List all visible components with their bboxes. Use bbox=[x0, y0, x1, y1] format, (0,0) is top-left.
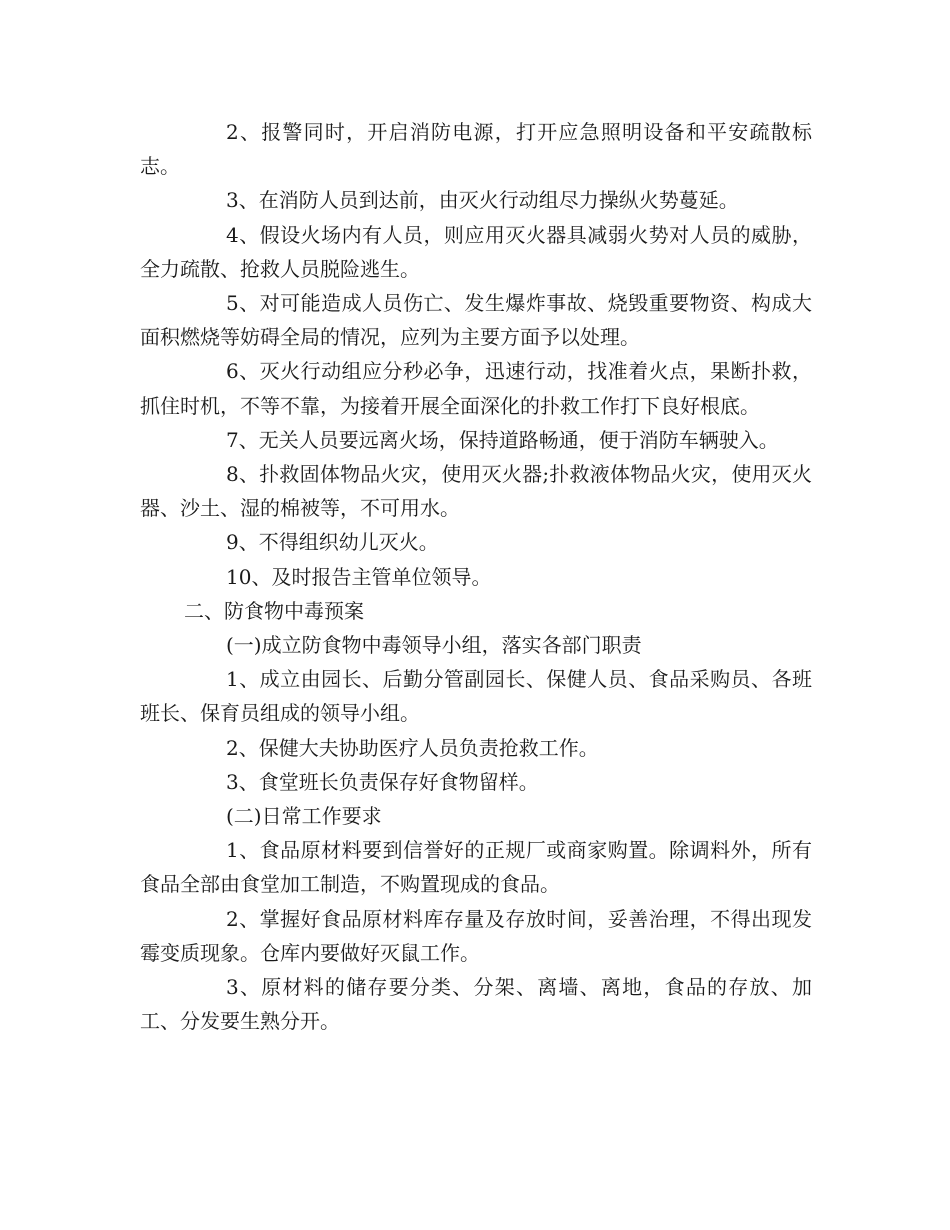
subsection-heading-daily-requirements: (二)日常工作要求 bbox=[226, 804, 382, 829]
paragraph-food-item-1: 1、成立由园长、后勤分管副园长、保健人员、食品采购员、各班班长、保育员组成的领导小组。 bbox=[140, 667, 812, 726]
paragraph-food-item-3: 3、食堂班长负责保存好食物留样。 bbox=[226, 769, 539, 794]
paragraph-food-item-2: 2、保健大夫协助医疗人员负责抢救工作。 bbox=[226, 735, 599, 760]
paragraph-fire-item-8: 8、扑救固体物品火灾，使用灭火器;扑救液体物品火灾，使用灭火器、沙土、湿的棉被等，不可用水。 bbox=[140, 462, 812, 521]
paragraph-fire-item-2: 2、报警同时，开启消防电源，打开应急照明设备和平安疏散标志。 bbox=[140, 120, 812, 179]
paragraph-fire-item-9: 9、不得组织幼儿灭火。 bbox=[226, 530, 439, 555]
document-body bbox=[140, 115, 812, 1038]
paragraph-daily-item-1: 1、食品原材料要到信誉好的正规厂或商家购置。除调料外，所有食品全部由食堂加工制造，不购置现成的食品。 bbox=[140, 838, 812, 897]
paragraph-fire-item-6: 6、灭火行动组应分秒必争，迅速行动，找准着火点，果断扑救，抓住时机，不等不靠，为接着开展全面深化的扑救工作打下良好根底。 bbox=[140, 359, 812, 418]
subsection-heading-leadership-group: (一)成立防食物中毒领导小组，落实各部门职责 bbox=[226, 633, 642, 658]
paragraph-fire-item-3: 3、在消防人员到达前，由灭火行动组尽力操纵火势蔓延。 bbox=[226, 188, 739, 213]
paragraph-fire-item-5: 5、对可能造成人员伤亡、发生爆炸事故、烧毁重要物资、构成大面积燃烧等妨碍全局的情况，应列为主要方面予以处理。 bbox=[140, 291, 812, 350]
paragraph-daily-item-3: 3、原材料的储存要分类、分架、离墙、离地，食品的存放、加工、分发要生熟分开。 bbox=[140, 975, 812, 1034]
section-heading-food-poisoning: 二、防食物中毒预案 bbox=[184, 598, 364, 623]
paragraph-daily-item-2: 2、掌握好食品原材料库存量及存放时间，妥善治理，不得出现发霉变质现象。仓库内要做好灭鼠工作。 bbox=[140, 906, 812, 965]
paragraph-fire-item-10: 10、及时报告主管单位领导。 bbox=[226, 564, 492, 589]
paragraph-fire-item-7: 7、无关人员要远离火场，保持道路畅通，便于消防车辆驶入。 bbox=[226, 427, 779, 452]
paragraph-fire-item-4: 4、假设火场内有人员，则应用灭火器具减弱火势对人员的威胁，全力疏散、抢救人员脱险逃生。 bbox=[140, 222, 812, 281]
